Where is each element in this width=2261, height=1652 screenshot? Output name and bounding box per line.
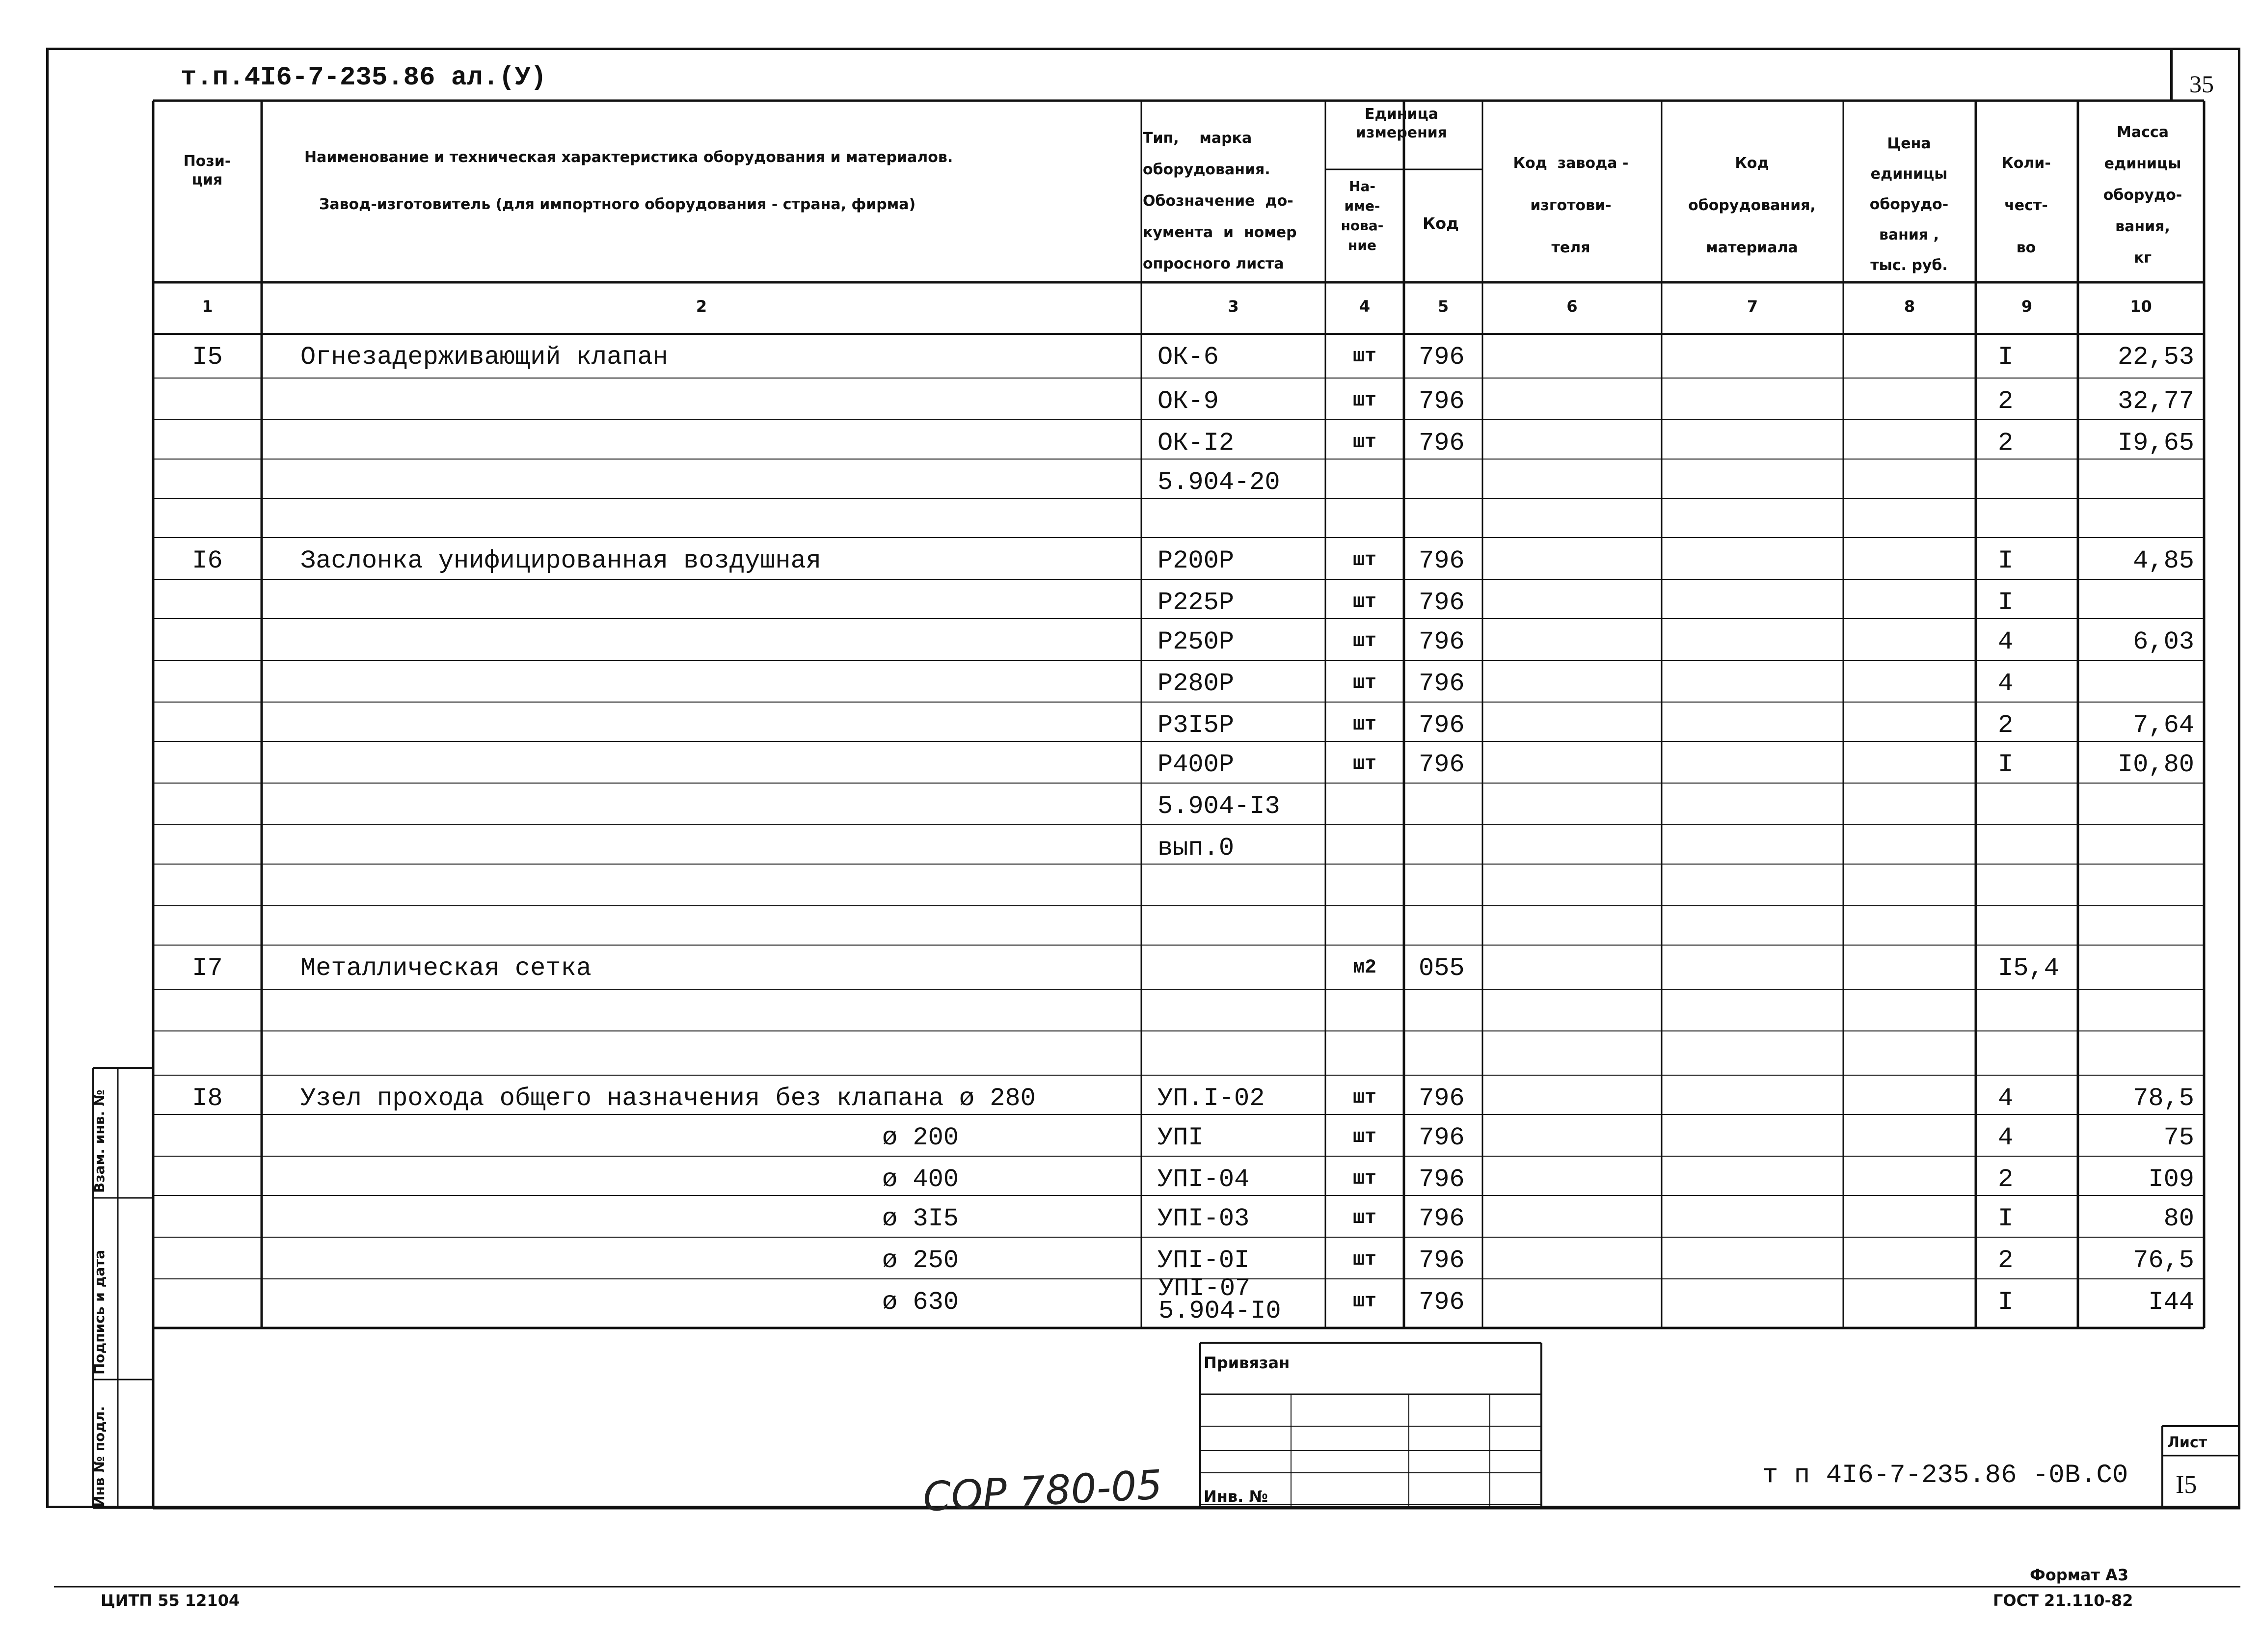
cell-mass: 32,77 — [2117, 387, 2194, 416]
document-code: т п 4I6-7-235.86 -0В.С0 — [1762, 1461, 2128, 1490]
cell-unit-code: 796 — [1419, 1204, 1465, 1233]
header-position: Пози- ция — [183, 153, 231, 189]
cell-quantity: I — [1998, 343, 2014, 372]
cell-unit-code: 796 — [1419, 627, 1465, 656]
cell-position: I6 — [192, 546, 223, 575]
cell-unit-name: шт — [1352, 753, 1376, 775]
footer-gost: ГОСТ 21.110-82 — [1993, 1591, 2133, 1610]
cell-unit-name: шт — [1352, 630, 1376, 652]
cell-quantity: 4 — [1998, 1123, 2014, 1152]
sheet-number: I5 — [2176, 1471, 2197, 1499]
cell-quantity: I — [1998, 588, 2014, 617]
cell-position: I5 — [192, 343, 223, 372]
cell-unit-name: шт — [1352, 1207, 1376, 1229]
cell-unit-code: 796 — [1419, 429, 1465, 458]
cell-unit-code: 796 — [1419, 1165, 1465, 1194]
cell-type: Р400Р — [1157, 750, 1235, 779]
sheet-label: Лист — [2167, 1434, 2207, 1451]
cell-name: Заслонка унифицированная воздушная — [300, 546, 821, 575]
cell-position: I8 — [192, 1084, 223, 1113]
cell-unit-code: 796 — [1419, 387, 1465, 416]
side-label-inv-podl: Инв № подл. — [91, 1406, 108, 1507]
side-label-podpis: Подпись и дата — [91, 1249, 108, 1375]
cell-unit-code: 796 — [1419, 1123, 1465, 1152]
column-number: 7 — [1747, 297, 1758, 316]
cell-mass: I0,80 — [2117, 750, 2194, 779]
handwritten-note: СОР 780-05 — [921, 1462, 1163, 1521]
column-number: 3 — [1228, 297, 1239, 316]
cell-name: ø 3I5 — [882, 1204, 959, 1233]
header-factory-code: Код завода - изготови- теля — [1513, 155, 1629, 256]
cell-quantity: 4 — [1998, 669, 2014, 698]
cell-name: ø 400 — [882, 1165, 959, 1194]
cell-name: ø 630 — [882, 1288, 959, 1317]
cell-type: ОК-I2 — [1157, 429, 1235, 458]
header-name-line2: Завод-изготовитель (для импортного оборудования - страна, фирма) — [319, 196, 916, 213]
cell-unit-code: 055 — [1419, 954, 1465, 983]
cell-name: Металлическая сетка — [300, 954, 592, 983]
header-name-line1: Наименование и техническая характеристика оборудования и материалов. — [304, 149, 953, 166]
cell-mass: 6,03 — [2133, 627, 2194, 656]
cell-type: Р3I5Р — [1157, 711, 1235, 740]
cell-unit-code: 796 — [1419, 343, 1465, 372]
cell-type: Р250Р — [1157, 627, 1235, 656]
cell-mass: 7,64 — [2133, 711, 2194, 740]
header-price: Цена единицы оборудо- вания , тыс. руб. — [1869, 135, 1949, 274]
cell-unit-code: 796 — [1419, 669, 1465, 698]
cell-quantity: I — [1998, 1288, 2014, 1317]
header-type: Тип, марка оборудования. Обозначение до- кумента и номер опросного листа — [1143, 130, 1297, 272]
cell-type: Р200Р — [1157, 546, 1235, 575]
document-title: т.п.4I6-7-235.86 ал.(У) — [181, 63, 547, 93]
cell-mass: I9,65 — [2117, 429, 2194, 458]
side-label-vzam: Взам. инв. № — [91, 1089, 108, 1193]
column-number: 6 — [1566, 297, 1578, 316]
cell-quantity: 2 — [1998, 1165, 2014, 1194]
footer-citp: ЦИТП 55 12104 — [101, 1591, 240, 1610]
cell-mass: 75 — [2163, 1123, 2194, 1152]
header-quantity: Коли- чест- во — [2001, 155, 2051, 256]
cell-quantity: 2 — [1998, 711, 2014, 740]
cell-unit-name: шт — [1352, 714, 1376, 736]
column-number: 2 — [696, 297, 707, 316]
cell-name: Узел прохода общего назначения без клапана ø 280 — [300, 1084, 1036, 1113]
cell-unit-name: шт — [1352, 1087, 1376, 1109]
header-unit: Единица измерения — [1355, 106, 1448, 141]
cell-quantity: I — [1998, 750, 2014, 779]
cell-type: 5.904-I0 — [1158, 1297, 1281, 1326]
cell-type: УП.I-02 — [1157, 1084, 1265, 1113]
cell-mass: 4,85 — [2133, 546, 2194, 575]
cell-type: Р225Р — [1157, 588, 1235, 617]
cell-unit-code: 796 — [1419, 1084, 1465, 1113]
cell-unit-name: шт — [1352, 1168, 1376, 1190]
column-number: 8 — [1904, 297, 1915, 316]
cell-mass: 78,5 — [2133, 1084, 2194, 1113]
cell-name: ø 250 — [882, 1246, 959, 1275]
stamp-inv-no: Инв. № — [1204, 1487, 1268, 1506]
cell-unit-name: шт — [1352, 672, 1376, 694]
cell-type: УПI-07 — [1158, 1274, 1251, 1303]
cell-type: УПI-03 — [1157, 1204, 1250, 1233]
cell-name: Огнезадерживающий клапан — [300, 343, 668, 372]
cell-type: 5.904-I3 — [1157, 792, 1280, 821]
cell-type: УПI — [1157, 1123, 1204, 1152]
cell-mass: I44 — [2148, 1288, 2194, 1317]
header-equipment-code: Код оборудования, материала — [1688, 155, 1816, 256]
cell-mass: 76,5 — [2133, 1246, 2194, 1275]
cell-type: ОК-9 — [1157, 387, 1219, 416]
cell-unit-name: шт — [1352, 591, 1376, 613]
cell-unit-name: шт — [1352, 549, 1376, 571]
cell-quantity: 4 — [1998, 627, 2014, 656]
header-unit-name: На- име- нова- ние — [1341, 178, 1384, 253]
cell-type: УПI-0I — [1157, 1246, 1250, 1275]
page-number: 35 — [2189, 70, 2214, 98]
footer-format: Формат А3 — [2030, 1566, 2129, 1584]
cell-unit-name: шт — [1352, 346, 1376, 368]
cell-quantity: 2 — [1998, 387, 2014, 416]
cell-type: ОК-6 — [1157, 343, 1219, 372]
cell-unit-code: 796 — [1419, 711, 1465, 740]
column-number: 1 — [202, 297, 213, 316]
column-number: 5 — [1437, 297, 1449, 316]
cell-position: I7 — [192, 954, 223, 983]
cell-mass: I09 — [2148, 1165, 2194, 1194]
cell-unit-name: шт — [1352, 390, 1376, 412]
header-unit-code: Код — [1423, 214, 1459, 233]
cell-mass: 22,53 — [2117, 343, 2194, 372]
cell-name: ø 200 — [882, 1123, 959, 1152]
column-number: 9 — [2021, 297, 2033, 316]
cell-quantity: 2 — [1998, 1246, 2014, 1275]
cell-unit-name: шт — [1352, 432, 1376, 454]
cell-unit-name: шт — [1352, 1126, 1376, 1148]
column-number: 4 — [1359, 297, 1371, 316]
cell-unit-code: 796 — [1419, 546, 1465, 575]
cell-quantity: I — [1998, 1204, 2014, 1233]
cell-unit-code: 796 — [1419, 588, 1465, 617]
cell-unit-code: 796 — [1419, 1288, 1465, 1317]
cell-unit-name: шт — [1352, 1291, 1376, 1313]
column-number: 10 — [2130, 297, 2152, 316]
cell-unit-name: шт — [1352, 1249, 1376, 1271]
cell-type: 5.904-20 — [1157, 468, 1280, 497]
stamp-privyazan: Привязан — [1204, 1354, 1290, 1372]
cell-quantity: I — [1998, 546, 2014, 575]
cell-quantity: I5,4 — [1998, 954, 2059, 983]
cell-unit-name: м2 — [1352, 957, 1376, 979]
cell-type: УПI-04 — [1157, 1165, 1250, 1194]
cell-unit-code: 796 — [1419, 750, 1465, 779]
cell-quantity: 4 — [1998, 1084, 2014, 1113]
header-mass: Масса единицы оборудо- вания, кг — [2103, 124, 2182, 267]
cell-mass: 80 — [2163, 1204, 2194, 1233]
cell-unit-code: 796 — [1419, 1246, 1465, 1275]
cell-type: Р280Р — [1157, 669, 1235, 698]
cell-quantity: 2 — [1998, 429, 2014, 458]
cell-type: вып.0 — [1157, 834, 1235, 863]
